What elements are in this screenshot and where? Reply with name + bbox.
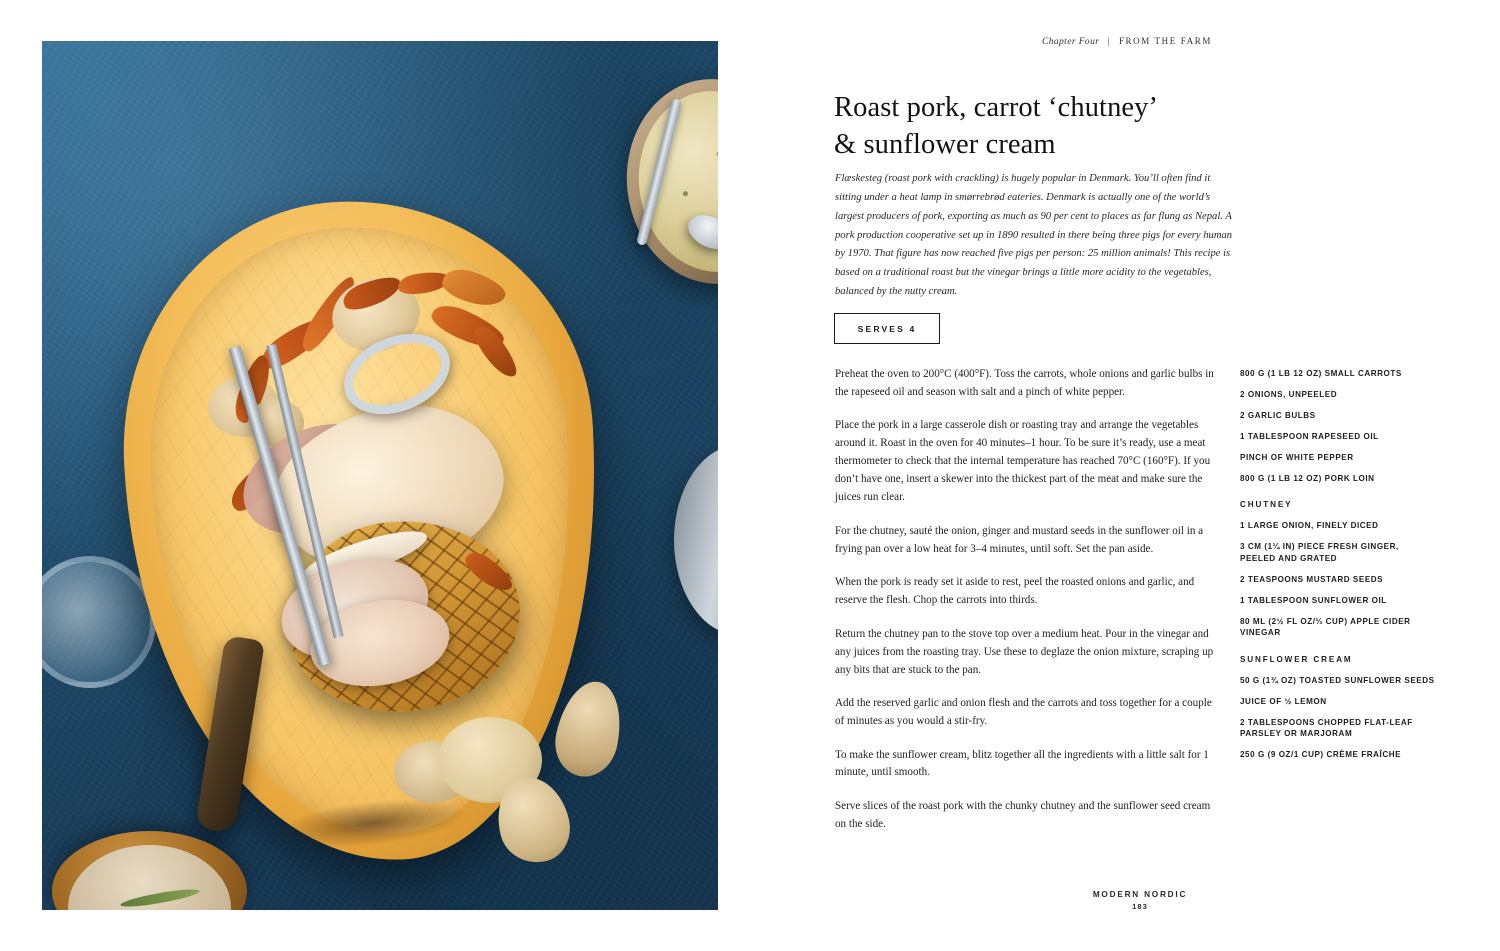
- method-step: Serve slices of the roast pork with the chunky chutney and the sunflower seed cream on the side.: [835, 799, 1211, 830]
- method-step: Preheat the oven to 200°C (400°F). Toss the carrots, whole onions and garlic bulbs in the rapeseed oil and season with salt and a pinch of white pepper.: [835, 368, 1214, 398]
- ingredient-item: 1 LARGE ONION, FINELY DICED: [1240, 521, 1379, 531]
- serves-label: SERVES 4: [857, 323, 917, 334]
- ingredient-item: 2 GARLIC BULBS: [1240, 410, 1316, 420]
- ingredient-item: 3 CM (1¼ IN) PIECE FRESH GINGER, PEELED AND GRATED: [1240, 542, 1399, 563]
- ingredient-item: 2 ONIONS, UNPEELED: [1240, 389, 1338, 399]
- ingredient-item: 800 G (1 LB 12 OZ) SMALL CARROTS: [1240, 369, 1402, 378]
- ingredient-item: 1 TABLESPOON RAPESEED OIL: [1240, 431, 1379, 441]
- running-head: [1042, 36, 1212, 47]
- page-title-line-2: & sunflower cream: [834, 129, 1056, 161]
- running-head-chapter: Chapter Four: [1042, 37, 1100, 47]
- ingredient-group-heading: CHUTNEY: [1240, 500, 1293, 510]
- method-step: For the chutney, sauté the onion, ginger and mustard seeds in the sunflower oil in a frying pan over a low heat for 3–4 minutes, until soft. Set the pan aside.: [835, 524, 1204, 555]
- serves-badge: [834, 313, 940, 344]
- method-step: Add the reserved garlic and onion flesh and the carrots and toss together for a couple of minutes as you would a stir-fry.: [835, 697, 1212, 728]
- method-steps: [835, 366, 1220, 849]
- page-number: 183: [1132, 902, 1148, 911]
- ingredient-item: 2 TEASPOONS MUSTARD SEEDS: [1240, 574, 1384, 584]
- ingredient-item: 1 TABLESPOON SUNFLOWER OIL: [1240, 595, 1387, 605]
- method-step: Return the chutney pan to the stove top over a medium heat. Pour in the vinegar and any juices from the roasting tray. Use these to deglaze the onion mixture, scraping up any bits that are stuck to the pan.: [835, 627, 1214, 676]
- method-step: When the pork is ready set it aside to rest, peel the roasted onions and garlic, and reserve the flesh. Chop the carrots into thirds.: [835, 576, 1195, 607]
- ingredient-item: 800 G (1 LB 12 OZ) PORK LOIN: [1240, 473, 1375, 483]
- recipe-photograph: [42, 41, 718, 910]
- page-title-line-1: Roast pork, carrot ‘chutney’: [834, 92, 1159, 124]
- running-head-section: FROM THE FARM: [1118, 36, 1212, 46]
- book-title: MODERN NORDIC: [1092, 890, 1188, 899]
- ingredient-item: 250 G (9 OZ/1 CUP) CRÈME FRAÎCHE: [1240, 750, 1402, 760]
- running-head-separator: |: [1107, 36, 1111, 46]
- method-step: To make the sunflower cream, blitz together all the ingredients with a little salt for 1 minute, until smooth.: [835, 748, 1209, 779]
- ingredient-item: JUICE OF ½ LEMON: [1240, 696, 1327, 706]
- page-footer: [780, 890, 1500, 911]
- ingredients-list: [1240, 368, 1436, 770]
- ingredient-item: 50 G (1¾ OZ) TOASTED SUNFLOWER SEEDS: [1240, 675, 1435, 685]
- ingredient-item: 2 TABLESPOONS CHOPPED FLAT-LEAF PARSLEY OR MARJORAM: [1240, 717, 1413, 739]
- recipe-introduction: Flæskesteg (roast pork with crackling) is hugely popular in Denmark. You’ll often find it sitting under a heat lamp in smørrebrød eateries. Denmark is actually one of the world’s largest producers of pork, exporting as much as 90 per cent to places as far flung as Nepal. A pork production cooperative set up in 1890 resulted in there being three pigs for every human by 1970. That figure has now reached five pigs per person: 25 million animals! This recipe is based on a traditional roast but the vinegar brings a little more acidity to the vegetables, balanced by the nutty cream.: [835, 173, 1233, 298]
- ingredient-item: 80 ML (2½ FL OZ/⅓ CUP) APPLE CIDER VINEGAR: [1240, 616, 1411, 638]
- ingredient-item: PINCH OF WHITE PEPPER: [1240, 452, 1354, 462]
- method-step: Place the pork in a large casserole dish or roasting tray and arrange the vegetables around it. Roast in the oven for 40 minutes–1 hour. To be sure it’s ready, use a meat thermometer to check that the internal temperature has reached 70°C (160°F). If you don’t have one, insert a skewer into the thickest part of the meat and make sure the juices run clear.: [835, 419, 1211, 504]
- recipe-page: [780, 0, 1500, 951]
- page-title: [834, 89, 1264, 163]
- ingredient-group-heading: SUNFLOWER CREAM: [1240, 654, 1353, 664]
